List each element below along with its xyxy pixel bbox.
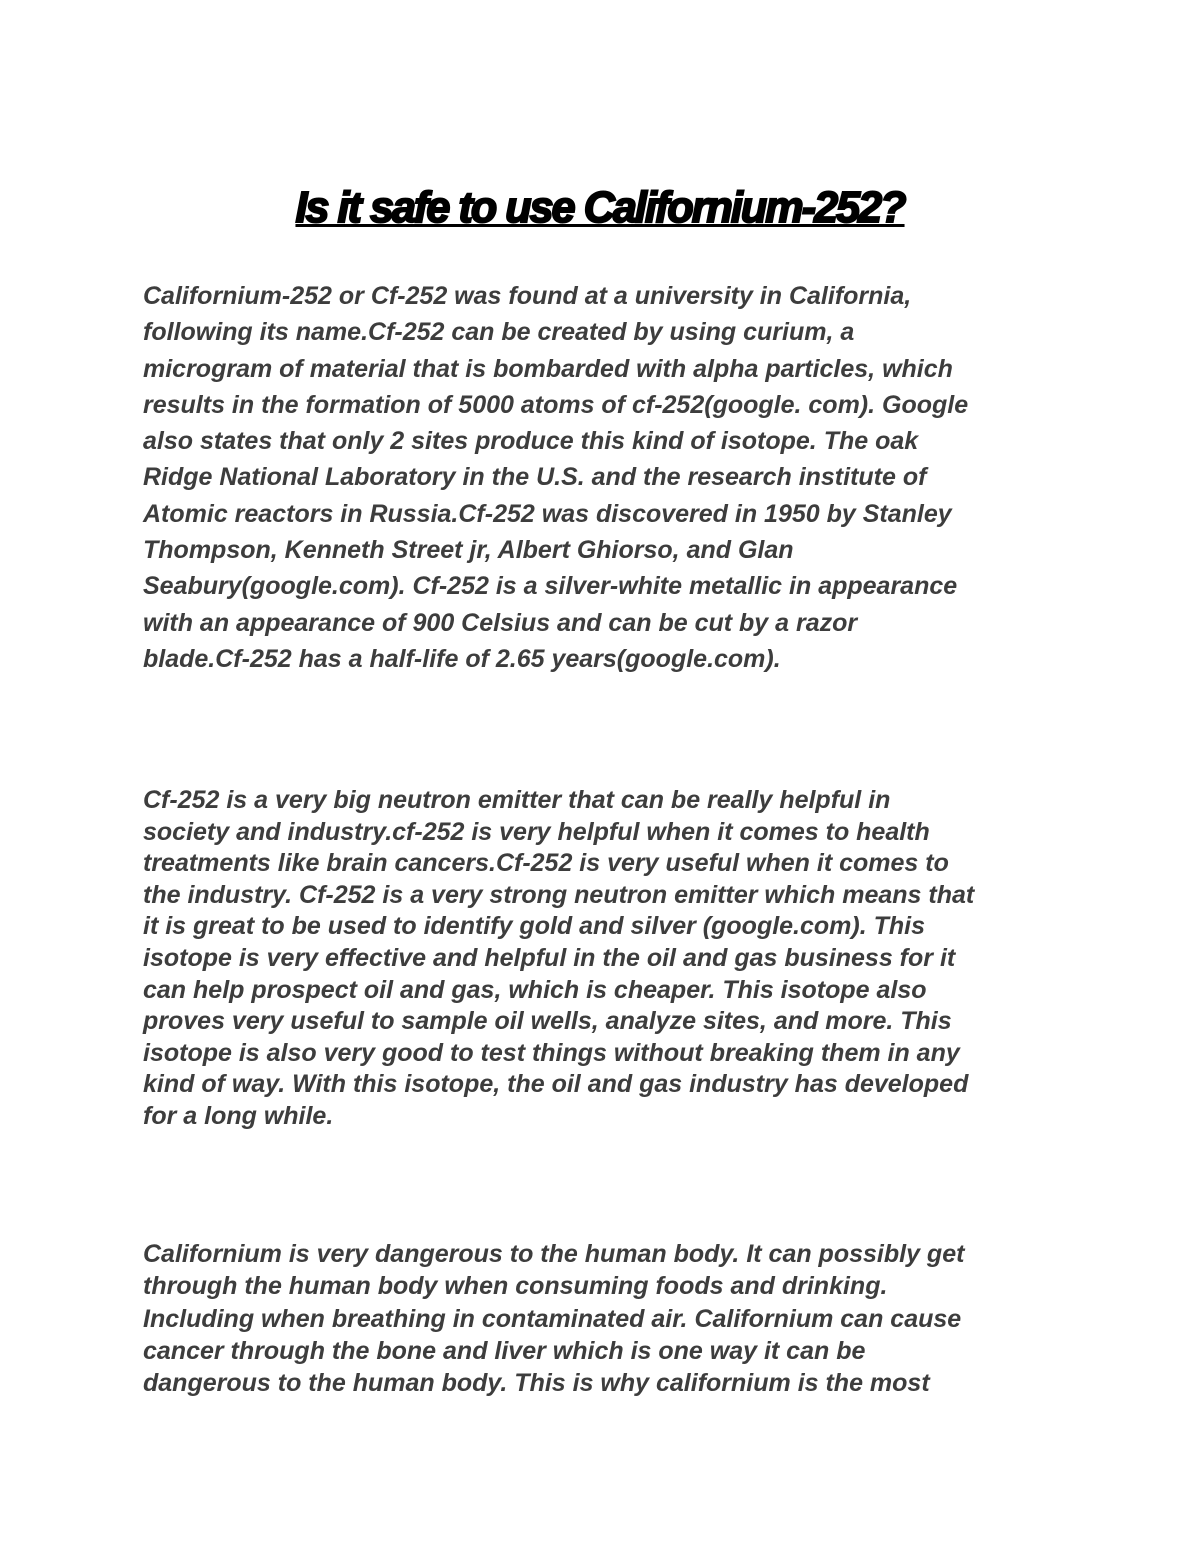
paragraph-dangers: Californium is very dangerous to the human body. It can possibly get through the human body when consuming foods and drinking. Including when breathing in contaminated air. Californium can cause cancer through the bone and liver which is one way it can be dangerous to the human body. This is why californium is the most	[143, 1240, 965, 1398]
document-title: Is it safe to use Californium-252?	[295, 183, 905, 232]
paragraph-uses: Cf-252 is a very big neutron emitter that can be really helpful in society and industry.cf-252 is very helpful when it comes to health treatments like brain cancers.Cf-252 is very useful when it comes to the industry. Cf-252 is a very strong neutron emitter which means that it is great to be used to identify gold and silver (google.com). This isotope is very effective and helpful in the oil and gas business for it can help prospect oil and gas, which is cheaper. This isotope also proves very useful to sample oil wells, analyze sites, and more. This isotope is also very good to test things without breaking them in any kind of way. With this isotope, the oil and gas industry has developed for a long while.	[143, 786, 975, 1130]
paragraph-origin: Californium-252 or Cf-252 was found at a university in California, following its name.Cf-252 can be created by using curium, a microgram of material that is bombarded with alpha particles, which results in the formation of 5000 atoms of cf-252(google. com). Google also states that only 2 sites produce this kind of isotope. The oak Ridge National Laboratory in the U.S. and the research institute of Atomic reactors in Russia.Cf-252 was discovered in 1950 by Stanley Thompson, Kenneth Street jr, Albert Ghiorso, and Glan Seabury(google.com). Cf-252 is a silver-white metallic in appearance with an appearance of 900 Celsius and can be cut by a razor blade.Cf-252 has a half-life of 2.65 years(google.com).	[143, 282, 969, 673]
